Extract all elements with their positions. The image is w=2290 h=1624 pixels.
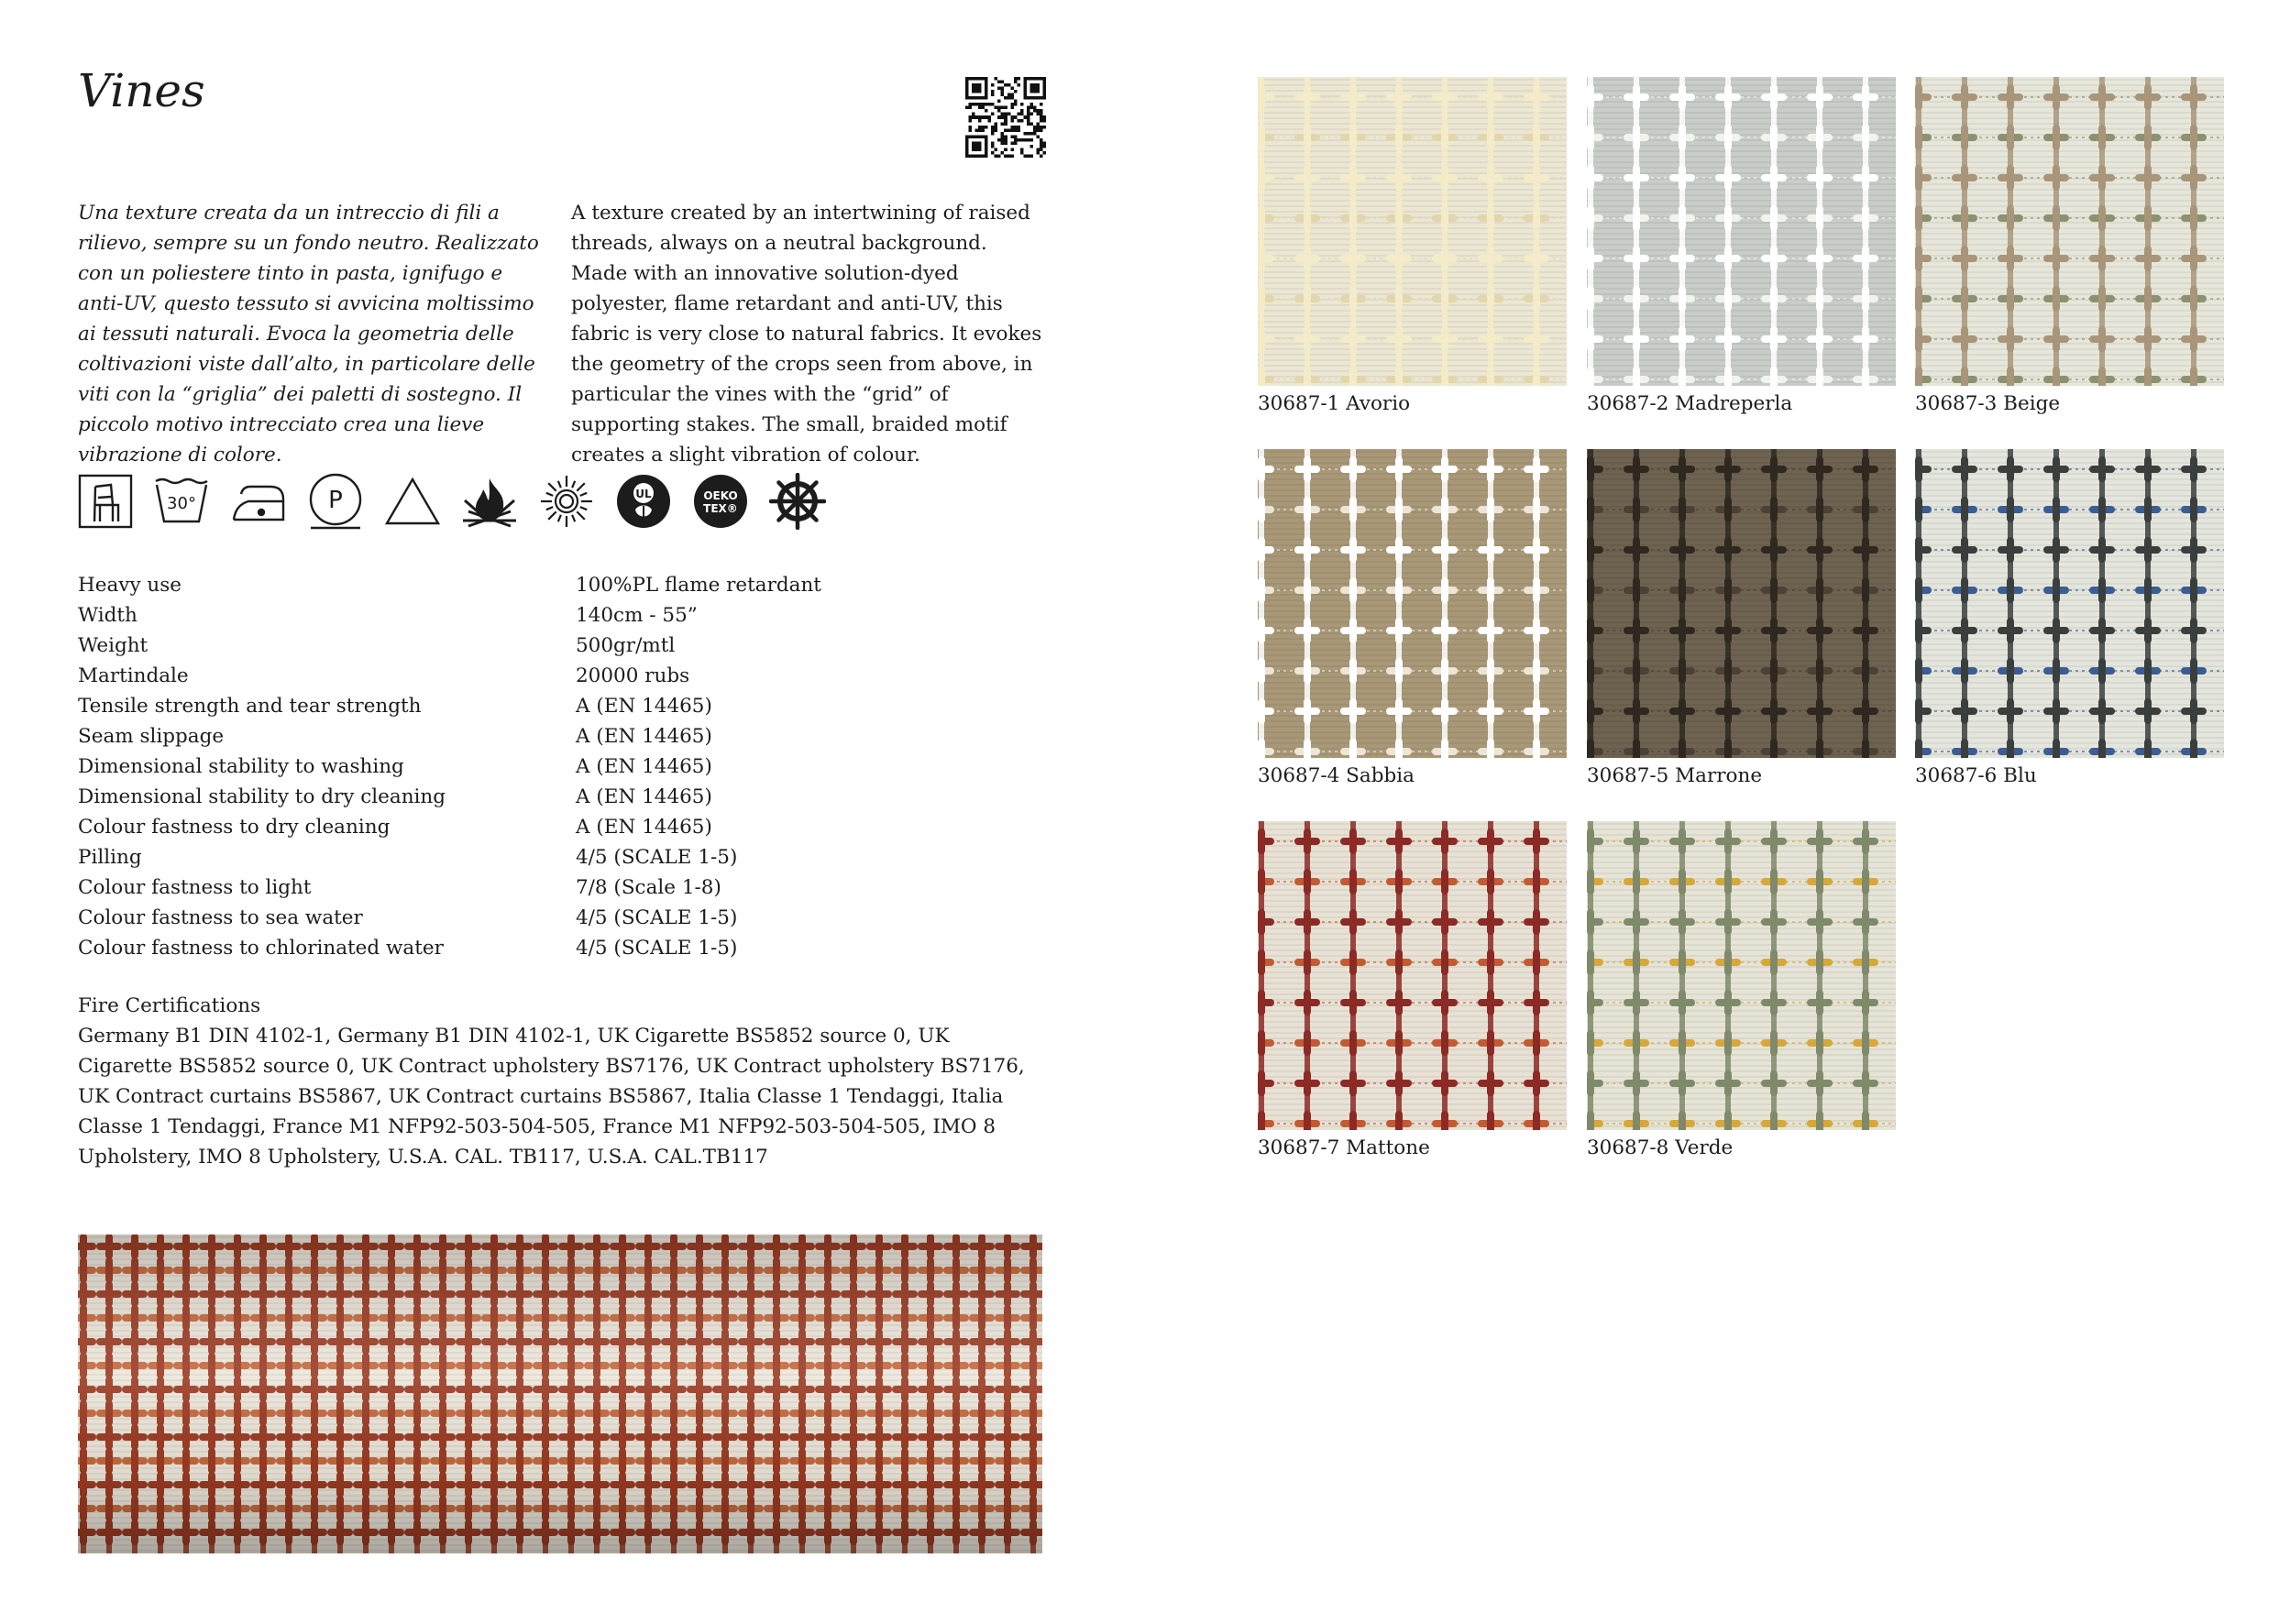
swatch-weave xyxy=(1587,821,1896,1130)
spec-row xyxy=(78,721,1050,752)
spec-row xyxy=(78,752,1050,782)
flame-retardant-icon xyxy=(461,473,518,530)
care-icons-row xyxy=(78,473,820,530)
swatch-label: 30687-1 Avorio xyxy=(1258,392,1411,415)
swatch-weave xyxy=(1915,449,2224,758)
spec-row xyxy=(78,812,1050,842)
spec-label: Tensile strength and tear strength xyxy=(78,695,422,718)
description-english: A texture created by an intertwining of raised threads, always on a neutral background. Made with an innovative solution-dyed polyester, flame retardant and anti-UV, this fabric is very close to natural fabrics. It evokes the geometry of the crops seen from above, in particular the vines with the “grid” of supporting stakes. The small, braided motif creates a slight vibration of colour. xyxy=(571,202,1042,466)
fire-certifications xyxy=(78,991,1050,1172)
swatch-image[interactable] xyxy=(1915,449,2224,758)
swatch-item[interactable] xyxy=(1915,77,2224,417)
spec-row xyxy=(78,872,1050,903)
spec-row xyxy=(78,933,1050,963)
wash-30-icon xyxy=(153,473,210,530)
spec-value: A (EN 14465) xyxy=(576,785,712,808)
spec-value: 4/5 (SCALE 1-5) xyxy=(576,906,738,929)
swatch-item[interactable] xyxy=(1587,449,1896,789)
spec-label: Colour fastness to dry cleaning xyxy=(78,816,391,839)
spec-value: A (EN 14465) xyxy=(576,695,712,718)
spec-value: 100%PL flame retardant xyxy=(576,574,821,597)
spec-value: A (EN 14465) xyxy=(576,755,712,778)
swatch-item[interactable] xyxy=(1915,449,2224,789)
fire-certifications-heading: Fire Certifications xyxy=(78,994,261,1017)
spec-label: Dimensional stability to washing xyxy=(78,755,404,778)
swatch-image[interactable] xyxy=(1258,77,1567,386)
spec-label: Width xyxy=(78,604,138,627)
product-title: Vines xyxy=(78,64,205,117)
spec-label: Colour fastness to light xyxy=(78,876,312,899)
swatch-weave xyxy=(1587,77,1896,386)
swatch-image[interactable] xyxy=(1258,449,1567,758)
swatch-image[interactable] xyxy=(1587,821,1896,1130)
swatch-weave xyxy=(1915,77,2224,386)
spec-row xyxy=(78,661,1050,691)
marine-helm-icon xyxy=(769,473,826,530)
swatch-image[interactable] xyxy=(1587,449,1896,758)
specs-table xyxy=(78,570,1050,963)
oeko-mark-line1: OEKO xyxy=(703,489,738,502)
spec-label: Weight xyxy=(78,634,149,657)
upholstery-chair-icon xyxy=(78,473,133,530)
description-italian: Una texture creata da un intreccio di fili a rilievo, sempre su un fondo neutro. Realizzato con un poliestere tinto in pasta, ignifugo e anti-UV, questo tessuto si avvicina moltissimo ai tessuti naturali. Evoca la geometria delle coltivazioni viste dall’alto, in particolare delle viti con la “griglia” dei paletti di sostegno. Il piccolo motivo intrecciato crea una lieve vibrazione di colore. xyxy=(78,202,539,466)
oeko-mark-line2: TEX® xyxy=(703,502,738,515)
swatch-weave xyxy=(1258,77,1567,386)
spec-label: Pilling xyxy=(78,846,142,869)
spec-value: 20000 rubs xyxy=(576,664,690,687)
spec-label: Colour fastness to chlorinated water xyxy=(78,937,444,960)
bleach-triangle-icon xyxy=(384,473,441,530)
spec-value: A (EN 14465) xyxy=(576,816,712,839)
spec-label: Martindale xyxy=(78,664,189,687)
spec-row xyxy=(78,631,1050,661)
swatch-label: 30687-6 Blu xyxy=(1915,764,2037,787)
swatch-item[interactable] xyxy=(1587,77,1896,417)
fire-certifications-text: Germany B1 DIN 4102-1, Germany B1 DIN 4102-1, UK Cigarette BS5852 source 0, UK Cigarette BS5852 source 0, UK Contract upholstery BS7176, UK Contract upholstery BS7176, UK Contract curtains BS5867, UK Contract curtains BS5867, Italia Classe 1 Tendaggi, Italia Classe 1 Tendaggi, France M1 NFP92-503-504-505, France M1 NFP92-503-504-505, IMO 8 Upholstery, IMO 8 Upholstery, U.S.A. CAL. TB117, U.S.A. CAL.TB117 xyxy=(78,1025,1025,1169)
spec-label: Heavy use xyxy=(78,574,182,597)
swatch-label: 30687-5 Marrone xyxy=(1587,764,1763,787)
swatch-image[interactable] xyxy=(1258,821,1567,1130)
swatch-item[interactable] xyxy=(1587,821,1896,1161)
swatch-label: 30687-7 Mattone xyxy=(1258,1136,1430,1159)
ul-mark: UL xyxy=(635,488,652,500)
spec-label: Dimensional stability to dry cleaning xyxy=(78,785,446,808)
wash-temperature: 30° xyxy=(167,494,196,513)
ul-certified-icon xyxy=(615,473,672,530)
spec-value: 140cm - 55” xyxy=(576,604,698,627)
swatch-weave xyxy=(1587,449,1896,758)
swatch-item[interactable] xyxy=(1258,821,1567,1161)
swatch-weave xyxy=(1258,449,1567,758)
swatch-item[interactable] xyxy=(1258,77,1567,417)
spec-row xyxy=(78,691,1050,721)
spec-value: 4/5 (SCALE 1-5) xyxy=(576,846,738,869)
light-fastness-sun-icon xyxy=(538,473,595,530)
swatch-label: 30687-2 Madreperla xyxy=(1587,392,1793,415)
swatch-label: 30687-4 Sabbia xyxy=(1258,764,1415,787)
spec-value: A (EN 14465) xyxy=(576,725,712,748)
spec-row xyxy=(78,842,1050,872)
spec-value: 4/5 (SCALE 1-5) xyxy=(576,937,738,960)
dry-clean-p-icon xyxy=(307,473,364,530)
swatch-item[interactable] xyxy=(1258,449,1567,789)
spec-value: 7/8 (Scale 1-8) xyxy=(576,876,721,899)
swatch-image[interactable] xyxy=(1587,77,1896,386)
dry-clean-letter: P xyxy=(328,487,343,514)
spec-row xyxy=(78,903,1050,933)
iron-low-icon xyxy=(230,473,287,530)
swatch-label: 30687-8 Verde xyxy=(1587,1136,1734,1159)
spec-row xyxy=(78,782,1050,812)
spec-row xyxy=(78,600,1050,631)
swatch-label: 30687-3 Beige xyxy=(1915,392,2061,415)
qr-code[interactable] xyxy=(965,77,1046,158)
spec-label: Seam slippage xyxy=(78,725,225,748)
spec-value: 500gr/mtl xyxy=(576,634,676,657)
fabric-hero-image xyxy=(78,1234,1042,1553)
oeko-tex-icon xyxy=(692,473,749,530)
spec-row xyxy=(78,570,1050,600)
swatch-image[interactable] xyxy=(1915,77,2224,386)
swatch-weave xyxy=(1258,821,1567,1130)
spec-label: Colour fastness to sea water xyxy=(78,906,363,929)
